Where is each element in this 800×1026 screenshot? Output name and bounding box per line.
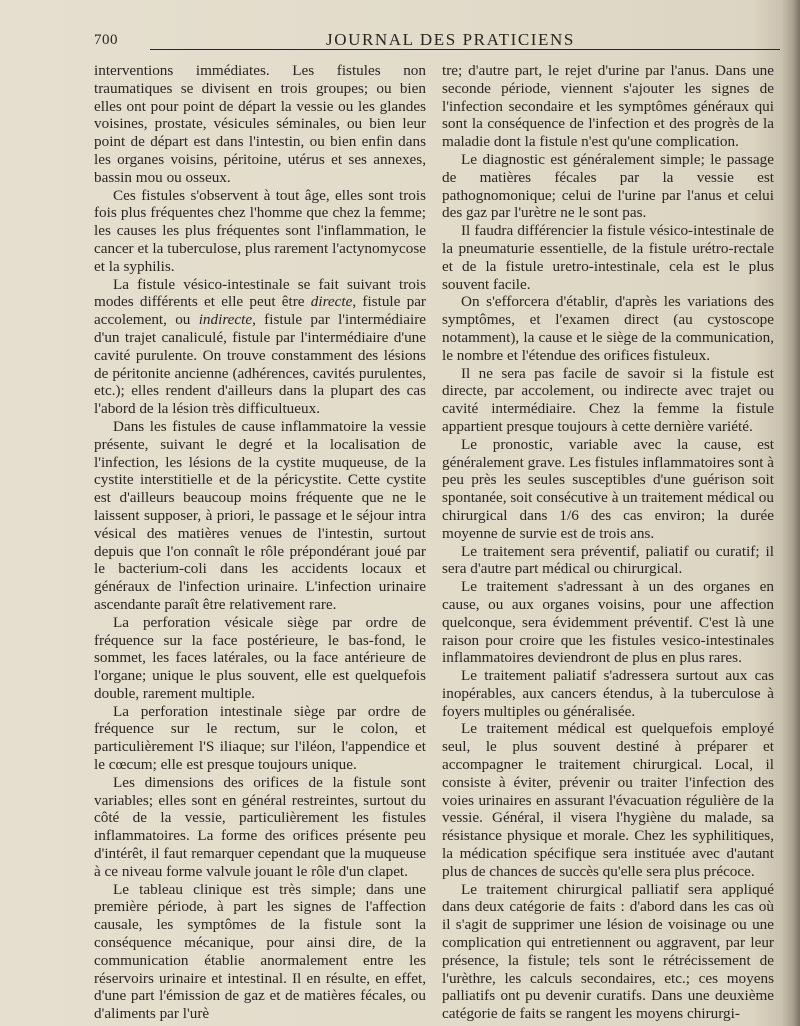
- paragraph: Le tableau clinique est très simple; dans une première période, à part les signes de l'affection causale, les symptômes de la fistule sont la conséquence mécanique, pour ainsi dire, de la communication établie anormalement entre les réservoirs urinaire et intestinal. Il en résulte, en effet, d'une part l'émission de gaz et de matières fécales, ou d'aliments par l'urè: [94, 880, 426, 1023]
- paragraph: Le traitement chirurgical palliatif sera appliqué dans deux catégorie de faits : d'abord dans les cas où il s'agit de supprimer une lésion de voisinage ou une complication qui entretiennent ou aggravent, par leur présence, la fistule; tels sont le rétrécissement de l'urèthre, les calculs secondaires, etc.; ces moyens palliatifs ont pu devenir curatifs. Dans une deuxième catégorie de faits se rangent les moyens chirurgi-: [442, 880, 774, 1023]
- paragraph: Il ne sera pas facile de savoir si la fistule est directe, par accolement, ou indirecte avec trajet ou cavité intermédiaire. Chez la femme la fistule appartient presque toujours à cette dernière variété.: [442, 364, 774, 435]
- paragraph: On s'efforcera d'établir, d'après les variations des symptômes, et l'examen direct (au cystoscope notamment), la cause et le siège de la communication, le nombre et l'étendue des orifices fistuleux.: [442, 293, 774, 364]
- paragraph: Le traitement s'adressant à un des organes en cause, ou aux organes voisins, pour une affection quelconque, sera évidemment préventif. C'est là une raison pour croire que les fistules vesico-intestinales inflammatoires deviendront de plus en plus rares.: [442, 578, 774, 667]
- paragraph: Le traitement médical est quelquefois employé seul, le plus souvent destiné à préparer et accompagner le traitement chirurgical. Local, il consiste à éviter, prévenir ou traiter l'infection des voies urinaires en assurant l'évacuation régulière de la vessie. Général, il visera l'hygiène du malade, sa résistance physique et morale. Chez les syphilitiques, la médication spécifique sera instituée avec d'autant plus de chances de succès qu'elle sera plus précoce.: [442, 720, 774, 880]
- paragraph: La perforation intestinale siège par ordre de fréquence sur le rectum, sur le colon, et particulièrement l'S iliaque; sur l'iléon, l'appendice et le cœcum; elle est presque toujours unique.: [94, 702, 426, 774]
- paragraph: Dans les fistules de cause inflammatoire la vessie présente, suivant le degré et la localisation de l'infection, les lésions de la cystite muqueuse, de la cystite interstitielle et de la péricystite. Cette cystite est d'ailleurs beaucoup moins fréquente que ne le laissent supposer, à priori, le passage et le séjour intra vésical des matières venues de l'intestin, surtout depuis que l'on connaît le rôle prépondérant joué par le bacterium-coli dans les accidents locaux et généraux de l'infection urinaire. L'infection urinaire ascendante paraît être relativement rare.: [94, 417, 426, 613]
- paragraph: Il faudra différencier la fistule vésico-intestinale de la pneumaturie essentielle, de la fistule urétro-rectale et de la fistule uretro-intestinale, cela est le plus souvent facile.: [442, 222, 774, 293]
- header-rule: [150, 49, 780, 50]
- paragraph: [94, 276, 426, 418]
- emphasis-directe: directe: [310, 293, 353, 311]
- emphasis-indirecte: indirecte: [198, 311, 253, 329]
- paragraph: Le diagnostic est généralement simple; le passage de matières fécales par la vessie est pathognomonique; celui de l'urine par l'anus et celui des gaz par l'urètre ne le sont pas.: [442, 150, 774, 222]
- page-number: 700: [94, 32, 118, 48]
- paragraph: Les dimensions des orifices de la fistule sont variables; elles sont en général restreintes, surtout du côté de la vessie, particulièrement les fistules inflammatoires. La forme des orifices présente peu d'intérêt, il faut remarquer cependant que la muqueuse à ce niveau forme valvule jouant le rôle d'un clapet.: [94, 773, 426, 880]
- paragraph: Le traitement sera préventif, paliatif ou curatif; il sera d'autre part médical ou chirurgical.: [442, 542, 774, 578]
- journal-title: JOURNAL DES PRATICIENS: [326, 30, 575, 49]
- paragraph: Ces fistules s'observent à tout âge, elles sont trois fois plus fréquentes chez l'homme que chez la femme; les causes les plus fréquentes sont l'inflammation, le cancer et la tuberculose, plus rarement l'actynomycose et la syphilis.: [94, 186, 426, 275]
- right-column: [442, 62, 774, 1023]
- paragraph: Le traitement paliatif s'adressera surtout aux cas inopérables, aux cancers étendus, à la tuberculose à foyers multiples ou généralisée.: [442, 667, 774, 720]
- text-run: , fistule par l'intermédiaire d'un trajet canaliculé, fistule par l'intermédiaire d'une cavité purulente. On trouve constamment des lésions de péritonite ancienne (adhérences, cavités purulentes, etc.); elles rendent d'ailleurs dans la plupart des cas l'abord de la lésion très difficultueux.: [94, 311, 426, 418]
- paragraph: interventions immédiates. Les fistules non traumatiques se divisent en trois groupes; ou bien elles ont pour point de départ la vessie ou les glandes voisines, prostate, vésicules séminales, ou bien leur point de départ est dans l'intestin, ou bien enfin dans les organes voisins, péritoine, utérus et ses annexes, bassin mou ou osseux.: [94, 62, 426, 186]
- text-run: La fistule vésico-intestinale se fait suivant trois modes différents et elle peut être: [94, 275, 426, 311]
- paragraph: Le pronostic, variable avec la cause, est généralement grave. Les fistules inflammatoires sont à peu près les seules susceptibles d'une guérison soit spontanée, soit consécutive à un traitement médical ou chirurgical dans 1/6 des cas environ; la durée moyenne de survie est de trois ans.: [442, 435, 774, 542]
- text-run: , fistule par accolement, ou: [94, 293, 426, 329]
- paragraph: La perforation vésicale siège par ordre de fréquence sur la face postérieure, le bas-fond, le sommet, les faces latérales, ou la face antérieure de l'organe; unique le plus souvent, elle est quelquefois double, rarement multiple.: [94, 613, 426, 702]
- page-header: [0, 30, 800, 54]
- paragraph: tre; d'autre part, le rejet d'urine par l'anus. Dans une seconde période, viennent s'ajouter les signes de l'infection secondaire et les symptômes généraux qui sont la conséquence de l'infection et des progrès de la maladie dont la fistule n'est qu'une complication.: [442, 62, 774, 151]
- left-column: [94, 62, 426, 1023]
- page-binding-shadow: [782, 0, 800, 1026]
